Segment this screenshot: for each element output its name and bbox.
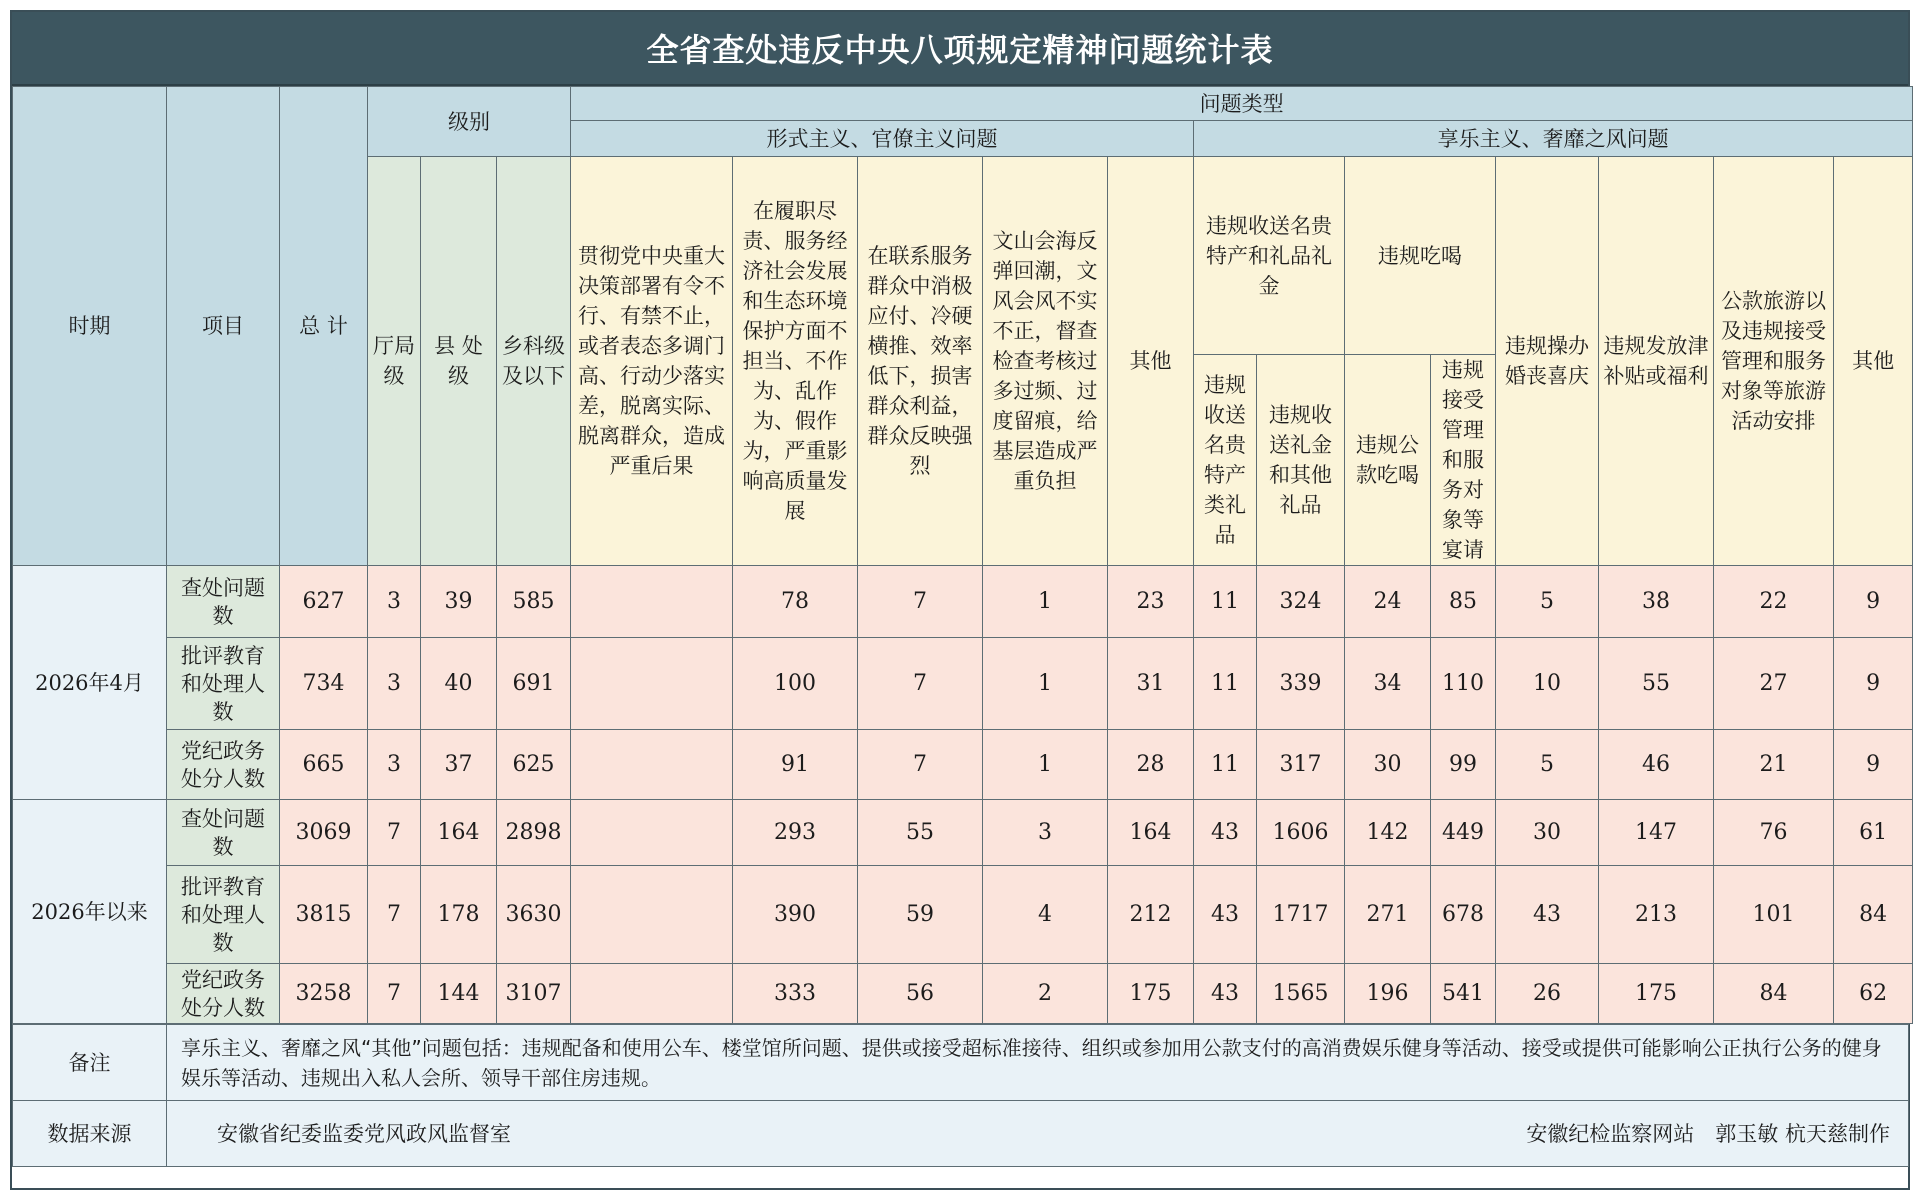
source-text: 安徽省纪委监委党风政风监督室 <box>217 1121 511 1146</box>
value-cell: 31 <box>1108 638 1194 730</box>
value-cell: 43 <box>1194 866 1257 964</box>
value-cell: 175 <box>1108 964 1194 1024</box>
value-cell: 10 <box>1496 638 1599 730</box>
value-cell <box>571 638 733 730</box>
value-cell: 3 <box>368 730 421 800</box>
value-cell: 625 <box>497 730 571 800</box>
source-label: 数据来源 <box>13 1101 167 1167</box>
value-cell: 99 <box>1431 730 1496 800</box>
value-cell: 91 <box>733 730 858 800</box>
value-cell: 37 <box>421 730 497 800</box>
item-cell: 查处问题数 <box>167 566 280 638</box>
value-cell <box>571 964 733 1024</box>
value-cell: 27 <box>1714 638 1834 730</box>
value-cell: 101 <box>1714 866 1834 964</box>
value-cell: 324 <box>1257 566 1345 638</box>
value-cell: 3630 <box>497 866 571 964</box>
value-cell: 147 <box>1599 800 1714 866</box>
value-cell <box>571 566 733 638</box>
value-cell: 11 <box>1194 730 1257 800</box>
value-cell <box>571 730 733 800</box>
header-eat-2: 违规接受管理和服务对象等宴请 <box>1431 355 1496 566</box>
value-cell: 11 <box>1194 566 1257 638</box>
footer-table <box>12 1024 1909 1167</box>
value-cell: 1606 <box>1257 800 1345 866</box>
header-subsidy: 违规发放津补贴或福利 <box>1599 157 1714 566</box>
value-cell: 28 <box>1108 730 1194 800</box>
value-cell: 23 <box>1108 566 1194 638</box>
value-cell: 55 <box>858 800 983 866</box>
value-cell: 56 <box>858 964 983 1024</box>
value-cell: 1 <box>983 638 1108 730</box>
value-cell: 9 <box>1834 566 1913 638</box>
value-cell: 213 <box>1599 866 1714 964</box>
value-cell: 144 <box>421 964 497 1024</box>
value-cell: 30 <box>1496 800 1599 866</box>
header-travel: 公款旅游以及违规接受管理和服务对象等旅游活动安排 <box>1714 157 1834 566</box>
value-cell: 293 <box>733 800 858 866</box>
header-period: 时期 <box>13 87 167 566</box>
period-cell: 2026年4月 <box>13 566 167 800</box>
value-cell: 7 <box>858 730 983 800</box>
header-problem-type: 问题类型 <box>571 87 1913 121</box>
value-cell: 1 <box>983 730 1108 800</box>
value-cell: 76 <box>1714 800 1834 866</box>
value-cell: 691 <box>497 638 571 730</box>
value-cell: 34 <box>1345 638 1431 730</box>
value-cell: 22 <box>1714 566 1834 638</box>
table-row <box>13 566 1913 638</box>
value-cell: 3 <box>983 800 1108 866</box>
value-cell: 100 <box>733 638 858 730</box>
value-cell: 178 <box>421 866 497 964</box>
header-formalism-3: 在联系服务群众中消极应付、冷硬横推、效率低下，损害群众利益，群众反映强烈 <box>858 157 983 566</box>
value-cell: 4 <box>983 866 1108 964</box>
value-cell: 5 <box>1496 566 1599 638</box>
value-cell: 84 <box>1834 866 1913 964</box>
value-cell: 333 <box>733 964 858 1024</box>
value-cell: 3107 <box>497 964 571 1024</box>
value-cell: 3815 <box>280 866 368 964</box>
table-row <box>13 964 1913 1024</box>
table-row <box>13 730 1913 800</box>
value-cell: 142 <box>1345 800 1431 866</box>
item-cell: 党纪政务处分人数 <box>167 730 280 800</box>
period-cell: 2026年以来 <box>13 800 167 1024</box>
value-cell: 59 <box>858 866 983 964</box>
item-cell: 党纪政务处分人数 <box>167 964 280 1024</box>
value-cell: 734 <box>280 638 368 730</box>
value-cell: 7 <box>858 638 983 730</box>
stats-table <box>12 86 1913 1024</box>
value-cell: 78 <box>733 566 858 638</box>
value-cell: 585 <box>497 566 571 638</box>
value-cell: 39 <box>421 566 497 638</box>
value-cell: 196 <box>1345 964 1431 1024</box>
header-formalism-2: 在履职尽责、服务经济社会发展和生态环境保护方面不担当、不作为、乱作为、假作为，严重影响高质量发展 <box>733 157 858 566</box>
value-cell: 1565 <box>1257 964 1345 1024</box>
header-level-xian: 县 处级 <box>421 157 497 566</box>
value-cell: 38 <box>1599 566 1714 638</box>
header-formalism-4: 文山会海反弹回潮，文风会风不实不正，督查检查考核过多过频、过度留痕，给基层造成严重负担 <box>983 157 1108 566</box>
value-cell: 7 <box>368 964 421 1024</box>
value-cell: 40 <box>421 638 497 730</box>
value-cell: 3258 <box>280 964 368 1024</box>
value-cell: 9 <box>1834 638 1913 730</box>
value-cell: 3 <box>368 566 421 638</box>
value-cell: 2 <box>983 964 1108 1024</box>
table-title: 全省查处违反中央八项规定精神问题统计表 <box>12 12 1908 86</box>
value-cell: 339 <box>1257 638 1345 730</box>
header-hedonism: 享乐主义、奢靡之风问题 <box>1194 121 1913 157</box>
value-cell: 271 <box>1345 866 1431 964</box>
header-gift-2: 违规收送礼金和其他礼品 <box>1257 355 1345 566</box>
header-level: 级别 <box>368 87 571 157</box>
value-cell: 43 <box>1194 800 1257 866</box>
value-cell: 61 <box>1834 800 1913 866</box>
value-cell: 43 <box>1496 866 1599 964</box>
value-cell: 24 <box>1345 566 1431 638</box>
value-cell: 46 <box>1599 730 1714 800</box>
value-cell: 1717 <box>1257 866 1345 964</box>
header-total: 总 计 <box>280 87 368 566</box>
value-cell: 2898 <box>497 800 571 866</box>
value-cell <box>571 800 733 866</box>
header-eat-1: 违规公款吃喝 <box>1345 355 1431 566</box>
header-formalism-1: 贯彻党中央重大决策部署有令不行、有禁不止，或者表态多调门高、行动少落实差，脱离实际、脱离群众，造成严重后果 <box>571 157 733 566</box>
value-cell: 62 <box>1834 964 1913 1024</box>
value-cell: 164 <box>421 800 497 866</box>
value-cell: 85 <box>1431 566 1496 638</box>
value-cell: 449 <box>1431 800 1496 866</box>
value-cell: 317 <box>1257 730 1345 800</box>
value-cell: 11 <box>1194 638 1257 730</box>
value-cell: 7 <box>858 566 983 638</box>
value-cell: 175 <box>1599 964 1714 1024</box>
value-cell: 55 <box>1599 638 1714 730</box>
table-row <box>13 638 1913 730</box>
value-cell: 390 <box>733 866 858 964</box>
item-cell: 查处问题数 <box>167 800 280 866</box>
item-cell: 批评教育和处理人数 <box>167 866 280 964</box>
value-cell: 43 <box>1194 964 1257 1024</box>
value-cell: 26 <box>1496 964 1599 1024</box>
value-cell <box>571 866 733 964</box>
value-cell: 5 <box>1496 730 1599 800</box>
value-cell: 7 <box>368 866 421 964</box>
stats-table-container <box>10 10 1910 1190</box>
value-cell: 30 <box>1345 730 1431 800</box>
header-hedonism-other: 其他 <box>1834 157 1913 566</box>
value-cell: 9 <box>1834 730 1913 800</box>
header-gift-1: 违规收送名贵特产类礼品 <box>1194 355 1257 566</box>
item-cell: 批评教育和处理人数 <box>167 638 280 730</box>
value-cell: 110 <box>1431 638 1496 730</box>
header-gift: 违规收送名贵特产和礼品礼金 <box>1194 157 1345 355</box>
header-formalism: 形式主义、官僚主义问题 <box>571 121 1194 157</box>
credit-text: 安徽纪检监察网站 郭玉敏 杭天慈制作 <box>1526 1121 1890 1146</box>
value-cell: 627 <box>280 566 368 638</box>
table-row <box>13 800 1913 866</box>
header-item: 项目 <box>167 87 280 566</box>
header-level-ting: 厅局级 <box>368 157 421 566</box>
header-eat: 违规吃喝 <box>1345 157 1496 355</box>
value-cell: 665 <box>280 730 368 800</box>
value-cell: 3 <box>368 638 421 730</box>
value-cell: 541 <box>1431 964 1496 1024</box>
value-cell: 164 <box>1108 800 1194 866</box>
header-wedding: 违规操办婚丧喜庆 <box>1496 157 1599 566</box>
value-cell: 678 <box>1431 866 1496 964</box>
table-row <box>13 866 1913 964</box>
header-formalism-other: 其他 <box>1108 157 1194 566</box>
remarks-text: 享乐主义、奢靡之风“其他”问题包括：违规配备和使用公车、楼堂馆所问题、提供或接受超标准接待、组织或参加用公款支付的高消费娱乐健身等活动、接受或提供可能影响公正执行公务的健身娱乐等活动、违规出入私人会所、领导干部住房违规。 <box>167 1025 1909 1101</box>
remarks-label: 备注 <box>13 1025 167 1101</box>
value-cell: 21 <box>1714 730 1834 800</box>
value-cell: 3069 <box>280 800 368 866</box>
value-cell: 7 <box>368 800 421 866</box>
value-cell: 212 <box>1108 866 1194 964</box>
value-cell: 84 <box>1714 964 1834 1024</box>
header-level-xiang: 乡科级及以下 <box>497 157 571 566</box>
value-cell: 1 <box>983 566 1108 638</box>
